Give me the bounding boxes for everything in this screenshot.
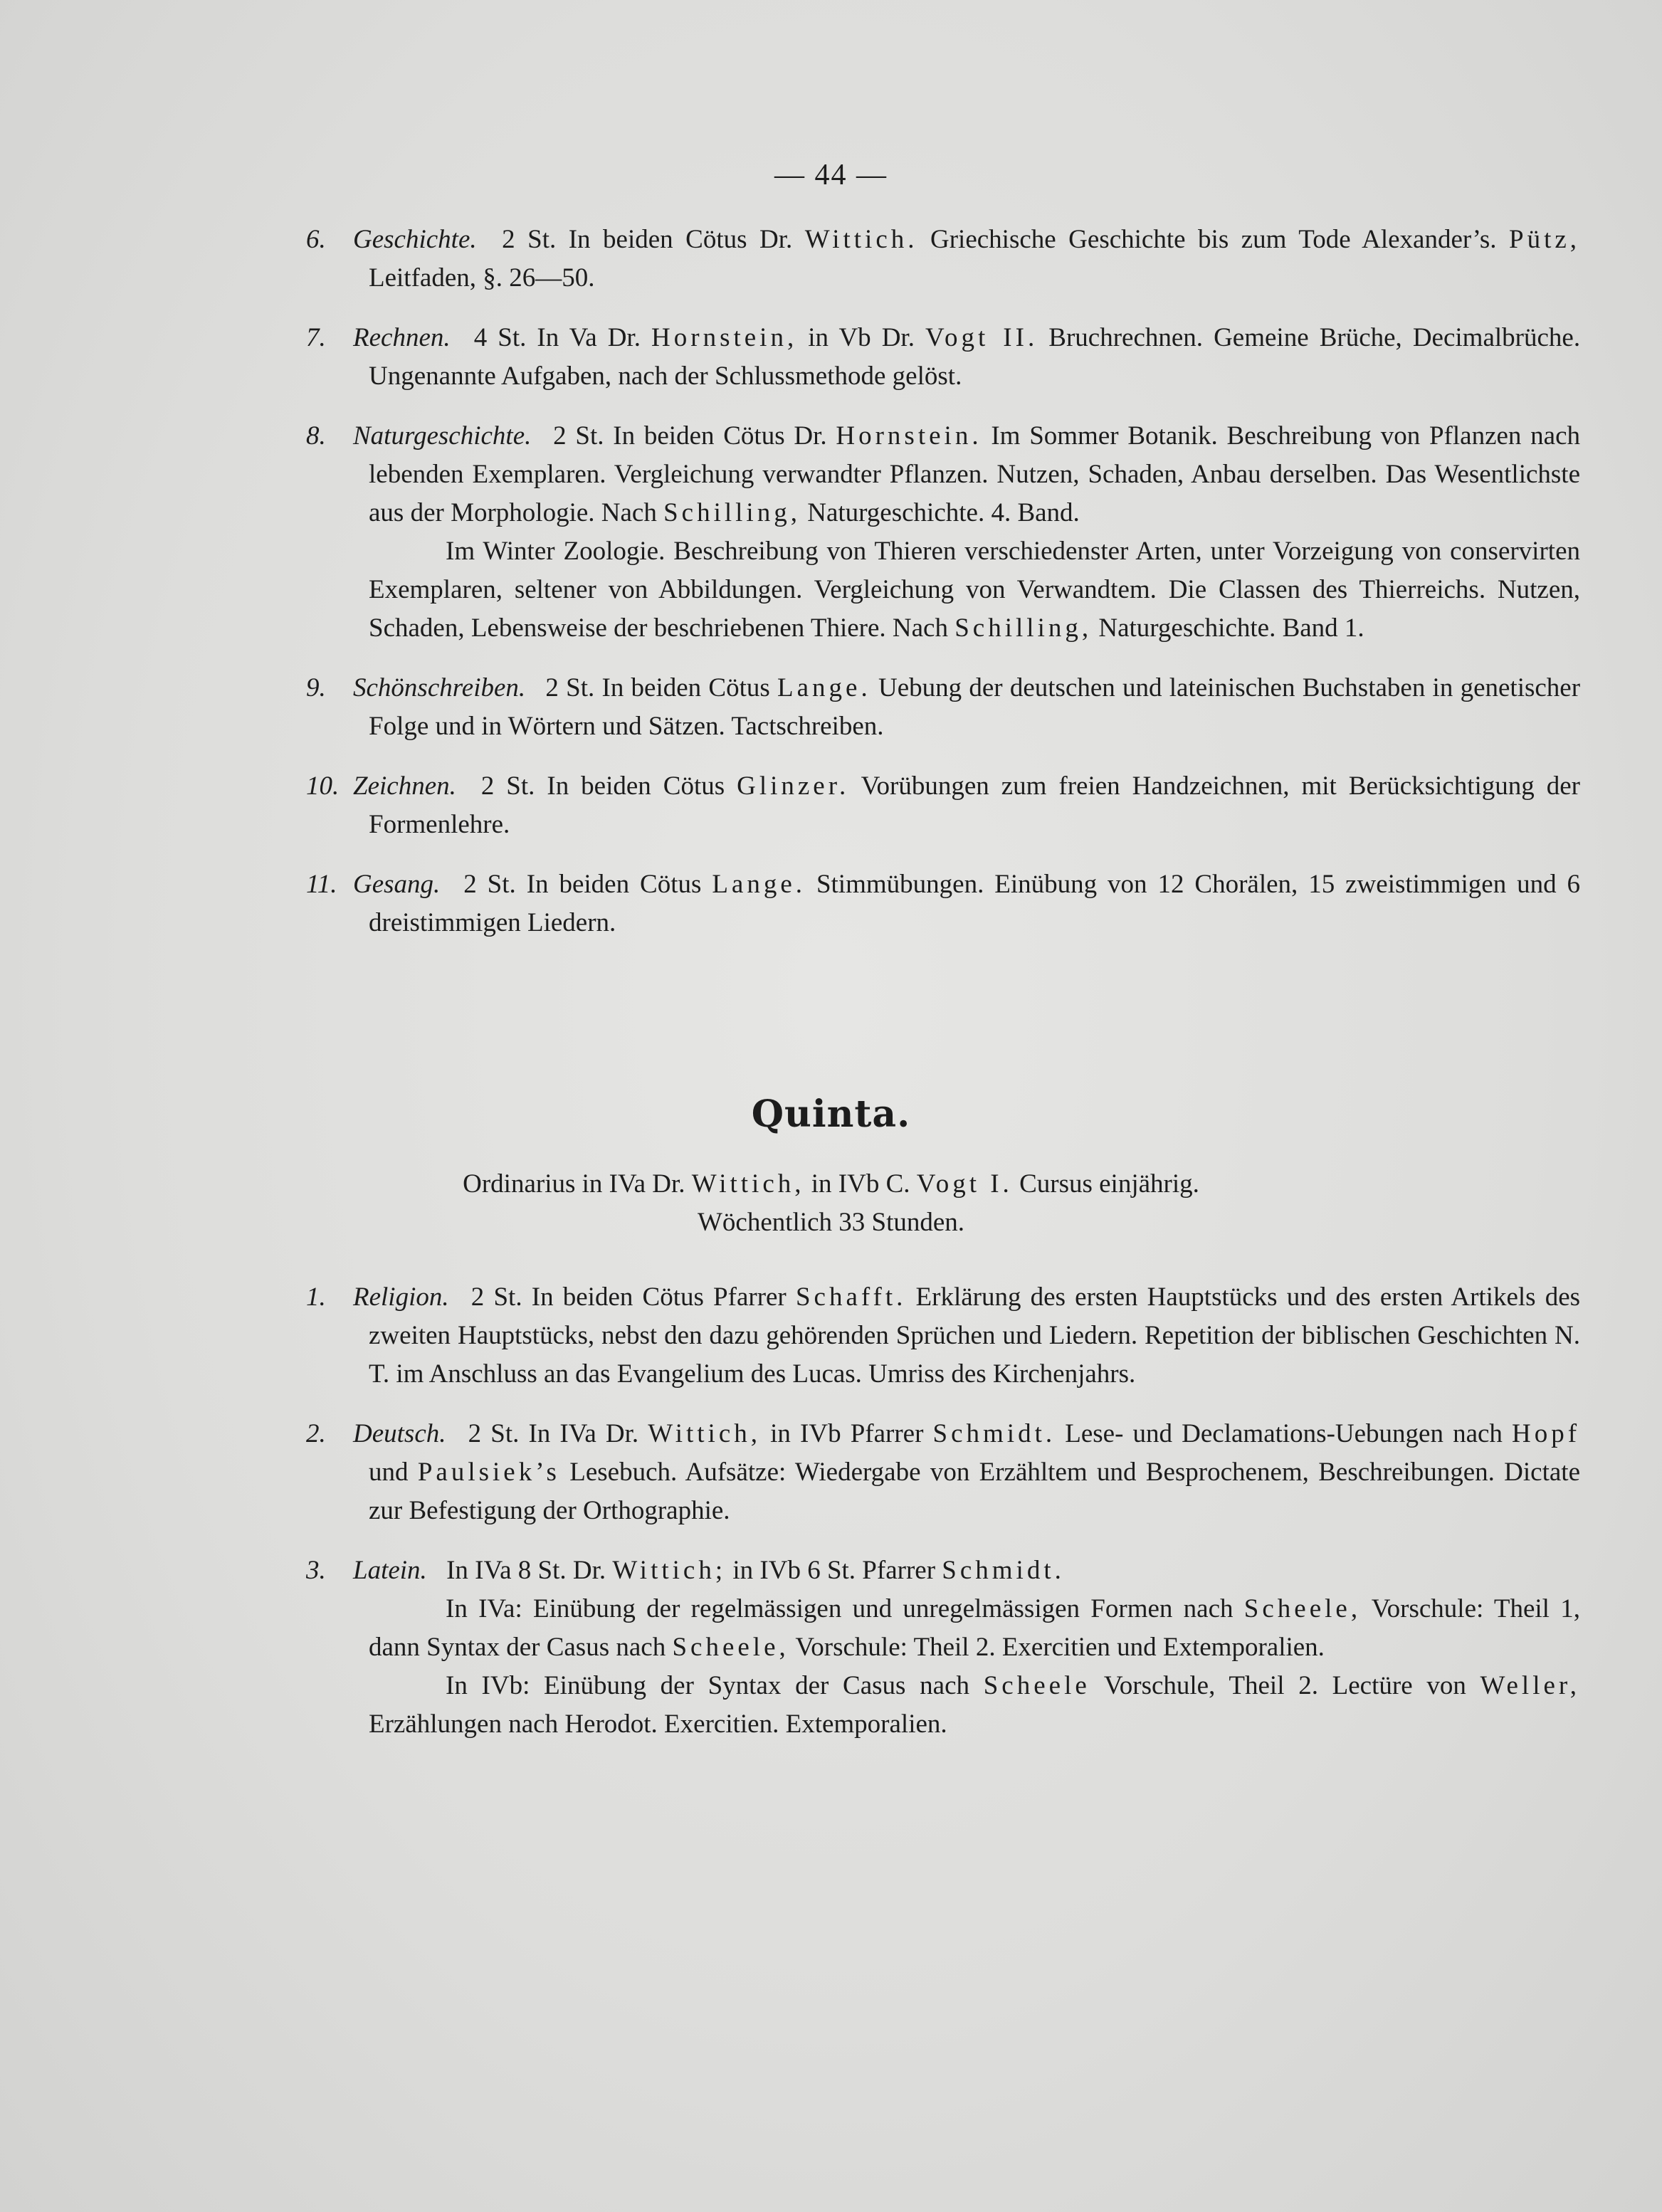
section-b [306,1278,1580,1744]
section-a [306,221,1580,942]
subject-label: Schönschreiben. [353,673,526,702]
ordinarius-line: Ordinarius in IVa Dr. Wittich, in IVb C. Vogt I. Cursus einjährig. [463,1169,1199,1199]
subject-label: Deutsch. [353,1419,446,1448]
paragraph-zoologie: Im Winter Zoologie. Beschreibung von Thieren verschiedenster Arten, unter Vorzeigung von conservirten Exemplaren, seltener von Abbildungen. Vergleichung von Verwandtem. Die Classen des Thierreichs. Nutzen, Schaden, Lebensweise der beschriebenen Thiere. Nach Schilling, Naturgeschichte. Band 1. [369,537,1580,643]
entry-deutsch: 2. Deutsch. 2 St. In IVa Dr. Wittich, in IVb Pfarrer Schmidt. Lese- und Declamations-Uebungen nach Hopf und Paulsiek’s Lesebuch. Aufsätze: Wiedergabe von Erzähltem und Besprochenem, Beschreibungen. Dictate zur Befestigung der Orthographie. [306,1419,1581,1525]
entry-gesang: 11. Gesang. 2 St. In beiden Cötus Lange. Stimmübungen. Einübung von 12 Chorälen, 15 zweistimmigen und 6 dreistimmigen Liedern. [306,870,1581,937]
entry-religion: 1. Religion. 2 St. In beiden Cötus Pfarrer Schafft. Erklärung des ersten Hauptstücks und des ersten Artikels des zweiten Hauptstücks, nebst den dazu gehörenden Sprüchen und Liedern. Repetition der biblischen Geschichten N. T. im Anschluss an das Evangelium des Lucas. Umriss des Kirchenjahrs. [306,1283,1581,1389]
entry-naturgeschichte: 8. Naturgeschichte. 2 St. In beiden Cötus Dr. Hornstein. Im Sommer Botanik. Beschreibung von Pflanzen nach lebenden Exemplaren. Vergleichung verwandter Pflanzen. Nutzen, Schaden, Anbau derselben. Das Wesentlichste aus der Morphologie. Nach Schilling, Naturgeschichte. 4. Band. [306,421,1581,527]
weekly-hours-line: Wöchentlich 33 Stunden. [697,1208,965,1237]
subject-label: Naturgeschichte. [353,421,532,451]
entry-latein: 3. Latein. In IVa 8 St. Dr. Wittich; in IVb 6 St. Pfarrer Schmidt. [306,1556,1065,1585]
paragraph-latein-ivb: In IVb: Einübung der Syntax der Casus nach Scheele Vorschule, Theil 2. Lectüre von Weller, Erzählungen nach Herodot. Exercitien. Extemporalien. [369,1671,1581,1739]
section-heading-quinta: Quinta. [751,1092,911,1136]
entry-schoenschreiben: 9. Schönschreiben. 2 St. In beiden Cötus Lange. Uebung der deutschen und lateinischen Buchstaben in genetischer Folge und in Wörtern und Sätzen. Tactschreiben. [306,673,1581,741]
subject-label: Geschichte. [353,225,477,254]
subject-label: Zeichnen. [353,771,456,801]
page-number: — 44 — [774,159,888,191]
entry-rechnen: 7. Rechnen. 4 St. In Va Dr. Hornstein, in Vb Dr. Vogt II. Bruchrechnen. Gemeine Brüche, Decimalbrüche. Ungenannte Aufgaben, nach der Schlussmethode gelöst. [306,323,1581,391]
subject-label: Latein. [353,1556,427,1585]
subject-label: Religion. [353,1283,449,1312]
subject-label: Gesang. [353,870,441,899]
entry-zeichnen: 10. Zeichnen. 2 St. In beiden Cötus Glinzer. Vorübungen zum freien Handzeichnen, mit Berücksichtigung der Formenlehre. [306,771,1580,839]
subject-label: Rechnen. [353,323,451,352]
paragraph-latein-iva: In IVa: Einübung der regelmässigen und unregelmässigen Formen nach Scheele, Vorschule: Theil 1, dann Syntax der Casus nach Scheele, Vorschule: Theil 2. Exercitien und Extemporalien. [369,1594,1580,1662]
entry-geschichte: 6. Geschichte. 2 St. In beiden Cötus Dr. Wittich. Griechische Geschichte bis zum Tode Alexander’s. Pütz, Leitfaden, §. 26—50. [306,225,1581,293]
